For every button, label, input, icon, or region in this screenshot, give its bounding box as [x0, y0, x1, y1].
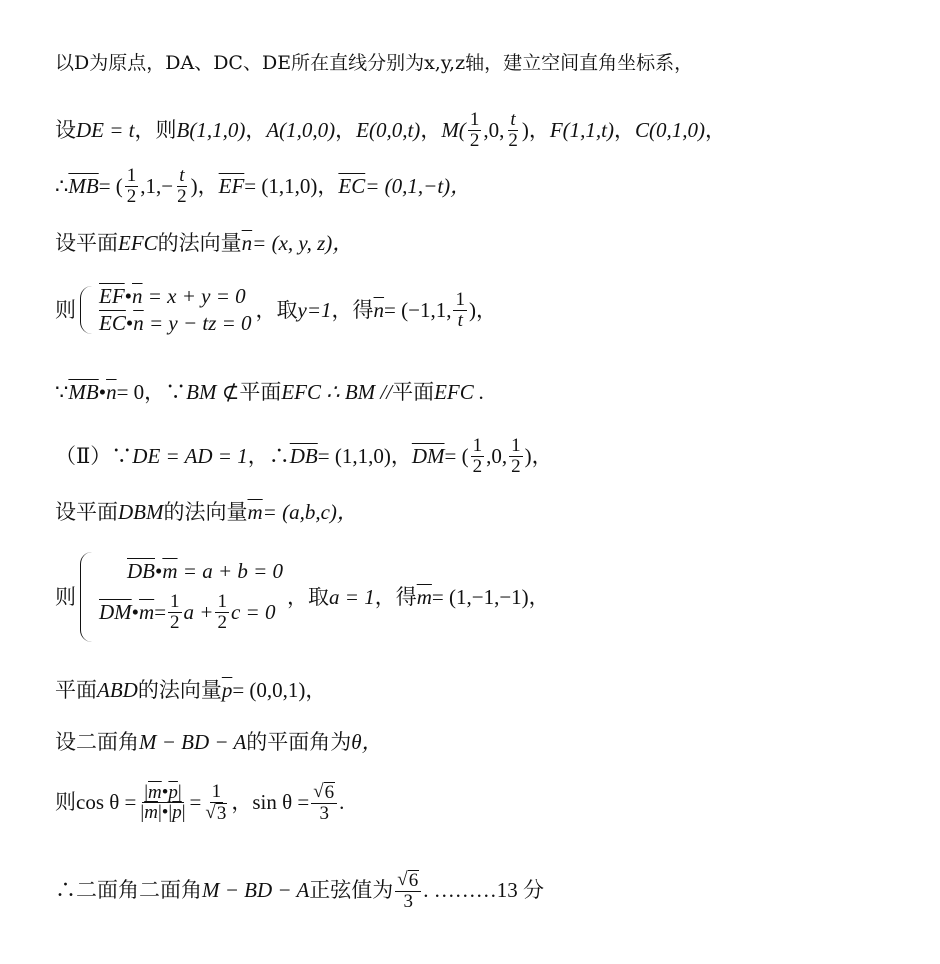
math: EFC .: [434, 380, 485, 404]
math: F(1,1,t): [549, 117, 614, 142]
text: ，取: [287, 584, 330, 609]
math: ): [521, 117, 529, 142]
text: ，则: [134, 117, 177, 142]
brace: [80, 286, 93, 334]
line-normal-n: [55, 233, 353, 254]
line-dihedral-angle: [55, 732, 383, 753]
text: 的法向量: [163, 500, 248, 524]
vector-m: $\overline{m}$: [416, 584, 432, 609]
math: ,1,−: [140, 173, 174, 198]
math: DE = AD = 1: [132, 443, 248, 468]
math: = (a,b,c)，: [262, 500, 358, 524]
text: 设平面: [55, 500, 118, 524]
score-marker: . ………13 分: [423, 878, 544, 903]
vector-p: $\overline{p}$: [221, 678, 233, 702]
text: ，取: [255, 297, 298, 322]
math: M − BD − A: [139, 730, 247, 754]
math: sin θ =: [252, 790, 310, 815]
math: ABD: [97, 678, 138, 702]
math: C(0,1,0): [634, 117, 705, 142]
math: a = 1: [329, 584, 375, 609]
therefore-symbol: ∴: [55, 173, 69, 198]
fraction: $\frac{1}{2}$: [511, 435, 521, 477]
math: )，: [468, 297, 497, 322]
text: 的法向量: [137, 678, 222, 702]
fraction: √ 6 3: [395, 870, 421, 912]
math: )，: [190, 173, 219, 198]
text: （Ⅱ）∵: [55, 443, 133, 468]
fraction: 1 √ 3: [205, 781, 227, 824]
text: 则: [55, 790, 76, 815]
math: = (1,1,0)，: [244, 173, 339, 198]
line-cos-sin: [55, 782, 344, 824]
math: = (1,1,0)，: [317, 443, 412, 468]
line-system-n: [55, 286, 497, 334]
text: 则: [55, 584, 76, 609]
fraction: $\frac{t}{2}$: [177, 165, 187, 207]
vector-MB: $\overline{MB}$: [68, 173, 99, 198]
text: ，得: [374, 584, 417, 609]
math: ,0,: [483, 117, 505, 142]
math: DBM: [118, 500, 164, 524]
line-final-answer: [55, 870, 544, 912]
math: θ，: [351, 730, 383, 754]
math: .: [339, 790, 345, 815]
math: y=1: [297, 297, 332, 322]
text: 平面: [55, 678, 97, 702]
text: 的法向量: [157, 231, 242, 255]
equation-system: $\overline{DB}•\overline{m} = a + b = 0$ $\overline{DM}$ • $\overline{m}$ = $\frac{1}{2}$ a + $\frac{1}{2}$ c = 0: [80, 552, 283, 642]
fraction: $\frac{t}{2}$: [508, 109, 518, 151]
math: ,0,: [486, 443, 508, 468]
text: 以D为原点，DA、DC、DE所在直线分别为x,y,z轴，建立空间直角坐标系，: [55, 52, 694, 74]
math: EFC ∴ BM //: [281, 380, 393, 404]
math: B(1,1,0): [176, 117, 246, 142]
math: E(0,0,t): [356, 117, 421, 142]
math: EFC: [118, 231, 158, 255]
math: = (x, y, z)，: [252, 231, 354, 255]
fraction: $\frac{1}{t}$: [455, 288, 465, 331]
math: = (−1,1,: [384, 297, 452, 322]
equation-system: $\overline{EF}•\overline{n} = x + y = 0$ $\overline{EC}•\overline{n} = y$ − tz = 0: [80, 286, 252, 334]
text: ，∴: [247, 443, 290, 468]
vector-DM: $\overline{DM}$: [411, 443, 445, 468]
fraction: $\frac{1}{2}$: [469, 109, 480, 151]
brace: [80, 552, 93, 642]
line-coordinate-setup: [55, 54, 693, 73]
text: 正弦值为: [309, 878, 394, 903]
line-normal-p: [55, 680, 326, 701]
math: cos θ =: [76, 790, 137, 815]
line-point-coordinates: 设 DE = t ，则 B(1,1,0) ， A(1,0,0) ， E(0,0,t) ， M( $\frac{1}{2}$ ,0, $\frac{t}{2}$ ) ， F(1,1,t) ， C(0,1,0) ，: [55, 109, 726, 151]
vector-n: $\overline{n}$: [241, 231, 253, 255]
math: = (1,−1,−1)，: [431, 584, 550, 609]
vector-n: $\overline{n}$: [373, 297, 385, 322]
vector-DB: $\overline{DB}$: [289, 443, 318, 468]
math: = (0,1,−t)，: [365, 173, 472, 198]
vector-n: $\overline{n}$: [106, 380, 117, 404]
fraction: $\frac{1}{2}$: [126, 165, 137, 207]
text: 平面: [392, 380, 435, 404]
math: )，: [524, 443, 553, 468]
text: 设二面角: [55, 730, 139, 754]
fraction: √ 6 3: [311, 782, 337, 824]
math: M(: [441, 117, 466, 142]
line-vectors: [55, 166, 471, 207]
math: DE = t: [76, 117, 135, 142]
text: ∴二面角二面角: [55, 878, 202, 903]
vector-EF: $\overline{EF}$: [218, 173, 245, 198]
line-normal-m: [55, 502, 358, 523]
text: 则: [55, 297, 76, 322]
math: =: [189, 790, 202, 815]
vector-m: $\overline{m}$: [247, 500, 263, 524]
because-symbol: ∵: [55, 380, 69, 404]
math: A(1,0,0): [266, 117, 336, 142]
vector-EC: $\overline{EC}$: [338, 173, 366, 198]
fraction: $\frac{|\overline{m}•\overline{p}|}{|\overline{m}|•|\overline{p}|}$: [140, 781, 186, 824]
text: 设平面: [55, 231, 118, 255]
text: ，: [231, 790, 253, 815]
text: 平面: [239, 380, 282, 404]
math: BM ⊄: [186, 380, 240, 404]
line-system-m: [55, 552, 550, 642]
math: M − BD − A: [202, 878, 310, 903]
line-part-two: [55, 436, 553, 477]
fraction: $\frac{1}{2}$: [472, 435, 483, 477]
text: 的平面角为: [246, 730, 352, 754]
math: = (: [444, 443, 469, 468]
vector-MB: $\overline{MB}$: [68, 380, 99, 404]
line-parallel-conclusion: ∵ $\overline{MB}$ • $\overline{n}$ = 0，∵ BM ⊄ 平面 EFC ∴ BM // 平面 EFC .: [55, 380, 485, 404]
text: 设: [55, 117, 76, 142]
text: ，得: [331, 297, 374, 322]
math: = 0，∵: [116, 380, 187, 404]
math: = (: [98, 173, 123, 198]
math: = (0,0,1)，: [232, 678, 327, 702]
